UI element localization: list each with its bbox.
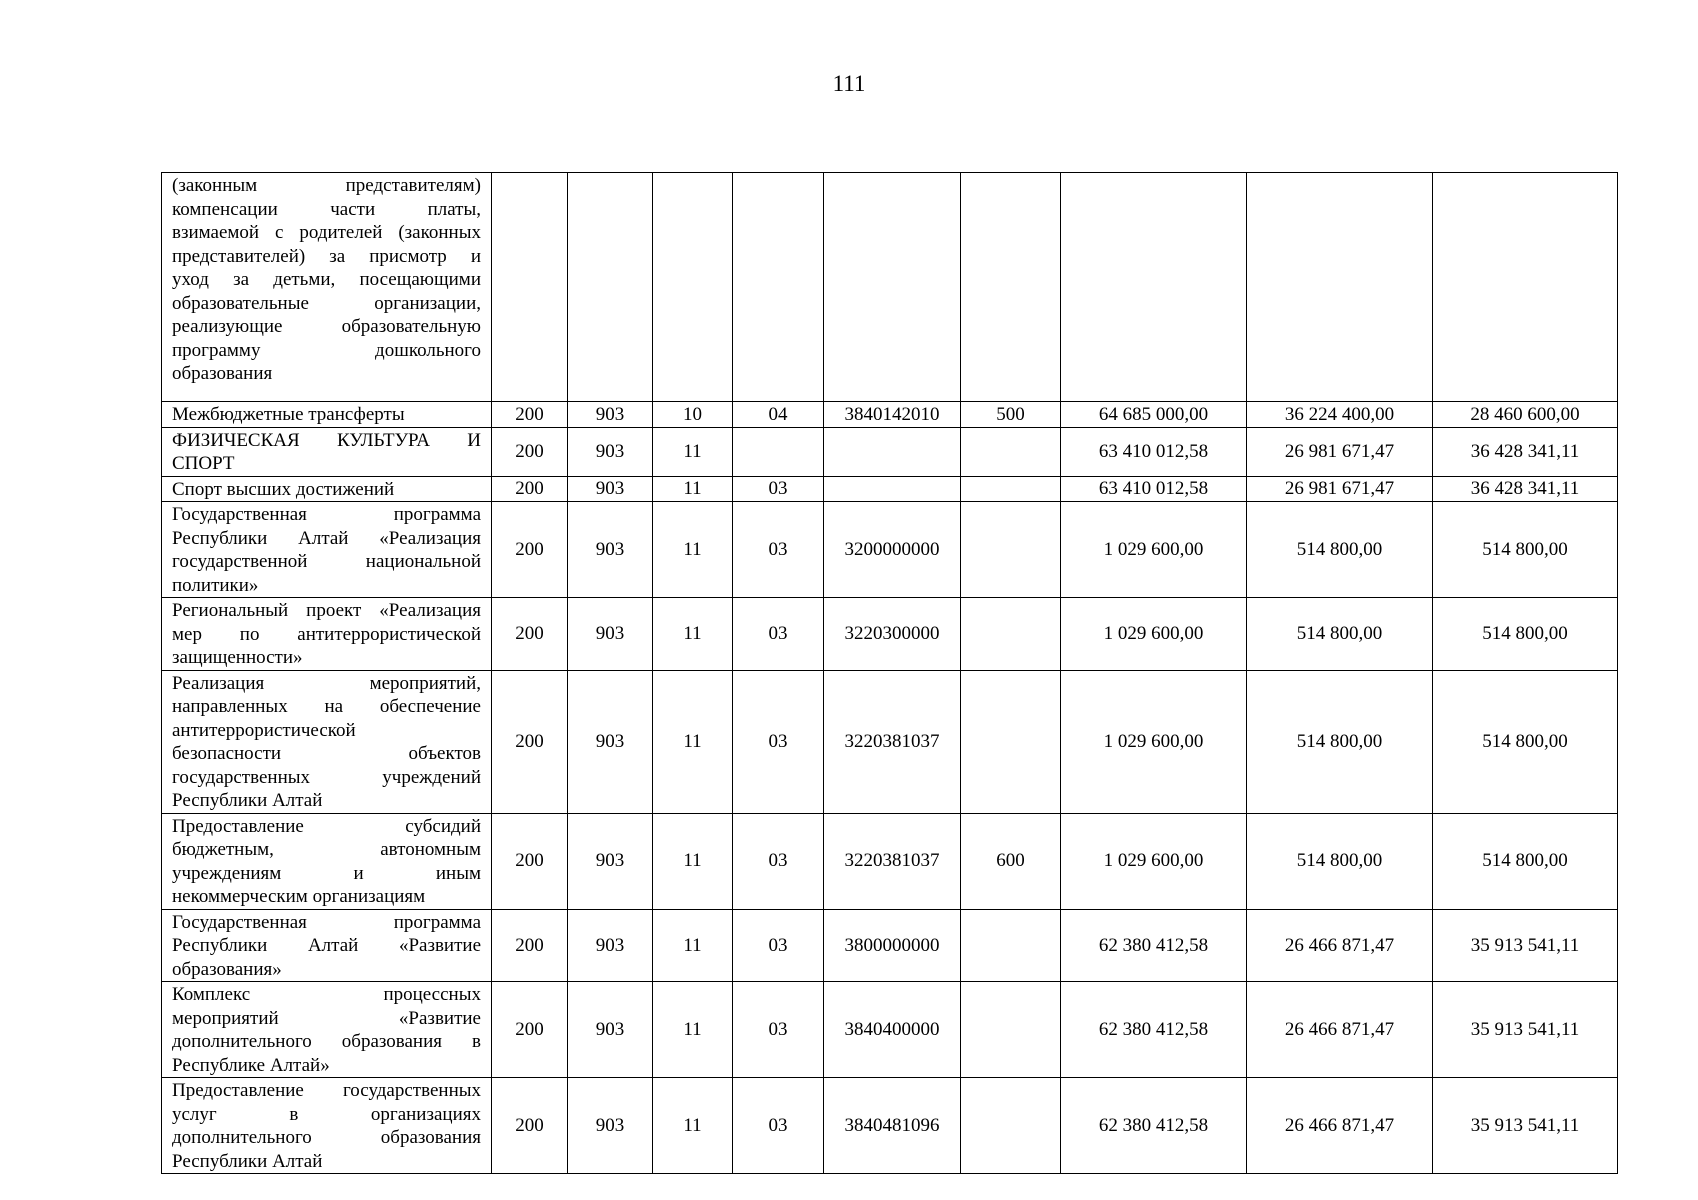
table-row <box>162 598 1618 671</box>
expense-type-cell <box>961 502 1061 598</box>
item-name-line: политики» <box>172 574 259 596</box>
table-body <box>162 173 1618 1174</box>
target-article-cell <box>824 173 961 402</box>
amount-year-1-cell: 63 410 012,58 <box>1061 427 1247 476</box>
section-cell: 11 <box>653 598 733 671</box>
item-name-line: (законным представителям) <box>172 175 481 196</box>
table-row <box>162 909 1618 982</box>
dept-code-cell: 903 <box>568 476 653 502</box>
amount-year-2-cell <box>1247 173 1433 402</box>
item-name-line: компенсации части платы, <box>172 198 481 220</box>
amount-year-2-cell: 36 224 400,00 <box>1247 402 1433 428</box>
dept-code-cell: 903 <box>568 813 653 909</box>
dept-code-cell: 903 <box>568 1078 653 1174</box>
item-name-line: Региональный проект «Реализация <box>172 600 481 621</box>
section-cell: 11 <box>653 476 733 502</box>
amount-year-3-cell <box>1433 173 1618 402</box>
item-name-line: мер по антитеррористической <box>172 623 481 645</box>
expense-type-cell <box>961 173 1061 402</box>
budget-table <box>161 172 1618 1174</box>
target-article-cell: 3220381037 <box>824 813 961 909</box>
item-name-line: образования <box>172 363 273 384</box>
subsection-cell: 04 <box>733 402 824 428</box>
code-1-cell: 200 <box>492 909 568 982</box>
item-name-line: Государственная программа <box>172 911 481 933</box>
amount-year-1-cell <box>1061 173 1247 402</box>
target-article-cell: 3800000000 <box>824 909 961 982</box>
item-name-line: Республики Алтай «Реализация <box>172 527 481 549</box>
expense-type-cell <box>961 982 1061 1078</box>
item-name-line: уход за детьми, посещающими <box>172 269 481 290</box>
item-name-line: образовательные организации, <box>172 292 481 314</box>
code-1-cell: 200 <box>492 502 568 598</box>
section-cell: 11 <box>653 982 733 1078</box>
item-name-cell <box>162 502 492 598</box>
dept-code-cell: 903 <box>568 402 653 428</box>
amount-year-2-cell: 26 466 871,47 <box>1247 982 1433 1078</box>
item-name-line: дополнительного образования в <box>172 1031 481 1052</box>
target-article-cell: 3200000000 <box>824 502 961 598</box>
code-1-cell: 200 <box>492 476 568 502</box>
item-name-line: представителей) за присмотр и <box>172 245 481 267</box>
table-row <box>162 402 1618 428</box>
subsection-cell: 03 <box>733 909 824 982</box>
item-name-cell <box>162 173 492 402</box>
amount-year-3-cell: 514 800,00 <box>1433 813 1618 909</box>
item-name-line: Предоставление субсидий <box>172 815 481 837</box>
item-name-line: программу дошкольного <box>172 339 481 361</box>
item-name-line: ФИЗИЧЕСКАЯ КУЛЬТУРА И <box>172 429 481 451</box>
section-cell: 11 <box>653 909 733 982</box>
item-name-line: Государственная программа <box>172 504 481 525</box>
subsection-cell: 03 <box>733 502 824 598</box>
target-article-cell <box>824 427 961 476</box>
code-1-cell: 200 <box>492 598 568 671</box>
item-name-line: Комплекс процессных <box>172 984 481 1005</box>
item-name-line: Республики Алтай «Развитие <box>172 935 481 956</box>
amount-year-2-cell: 26 981 671,47 <box>1247 427 1433 476</box>
item-name-line: Межбюджетные трансферты <box>172 404 405 425</box>
item-name-line: Республики Алтай <box>172 1150 323 1172</box>
item-name-line: государственной национальной <box>172 551 481 572</box>
amount-year-3-cell: 35 913 541,11 <box>1433 982 1618 1078</box>
expense-type-cell <box>961 427 1061 476</box>
amount-year-2-cell: 26 466 871,47 <box>1247 1078 1433 1174</box>
subsection-cell <box>733 173 824 402</box>
subsection-cell: 03 <box>733 1078 824 1174</box>
dept-code-cell: 903 <box>568 909 653 982</box>
subsection-cell: 03 <box>733 476 824 502</box>
subsection-cell: 03 <box>733 670 824 813</box>
code-1-cell: 200 <box>492 982 568 1078</box>
item-name-line: взимаемой с родителей (законных <box>172 222 481 243</box>
amount-year-3-cell: 36 428 341,11 <box>1433 476 1618 502</box>
item-name-line: некоммерческим организациям <box>172 886 426 907</box>
code-1-cell: 200 <box>492 670 568 813</box>
section-cell: 11 <box>653 427 733 476</box>
expense-type-cell <box>961 1078 1061 1174</box>
target-article-cell: 3840400000 <box>824 982 961 1078</box>
amount-year-1-cell: 64 685 000,00 <box>1061 402 1247 428</box>
table-row <box>162 1078 1618 1174</box>
expense-type-cell <box>961 670 1061 813</box>
item-name-cell <box>162 909 492 982</box>
amount-year-1-cell: 62 380 412,58 <box>1061 909 1247 982</box>
section-cell <box>653 173 733 402</box>
target-article-cell: 3840481096 <box>824 1078 961 1174</box>
target-article-cell: 3840142010 <box>824 402 961 428</box>
expense-type-cell: 600 <box>961 813 1061 909</box>
dept-code-cell: 903 <box>568 502 653 598</box>
expense-type-cell <box>961 598 1061 671</box>
section-cell: 10 <box>653 402 733 428</box>
amount-year-3-cell: 514 800,00 <box>1433 670 1618 813</box>
page-number: 111 <box>832 71 866 96</box>
item-name-line: учреждениям и иным <box>172 862 481 884</box>
section-cell: 11 <box>653 1078 733 1174</box>
item-name-line: государственных учреждений <box>172 766 481 788</box>
code-1-cell: 200 <box>492 1078 568 1174</box>
item-name-line: услуг в организациях <box>172 1103 481 1125</box>
amount-year-3-cell: 36 428 341,11 <box>1433 427 1618 476</box>
amount-year-1-cell: 62 380 412,58 <box>1061 982 1247 1078</box>
dept-code-cell: 903 <box>568 982 653 1078</box>
item-name-line: бюджетным, автономным <box>172 839 481 860</box>
amount-year-2-cell: 514 800,00 <box>1247 598 1433 671</box>
table-row <box>162 173 1618 402</box>
table-row <box>162 427 1618 476</box>
code-1-cell: 200 <box>492 813 568 909</box>
dept-code-cell: 903 <box>568 670 653 813</box>
subsection-cell: 03 <box>733 982 824 1078</box>
section-cell: 11 <box>653 502 733 598</box>
table-row <box>162 813 1618 909</box>
item-name-line: направленных на обеспечение <box>172 696 481 717</box>
dept-code-cell <box>568 173 653 402</box>
code-1-cell <box>492 173 568 402</box>
item-name-cell <box>162 1078 492 1174</box>
amount-year-1-cell: 1 029 600,00 <box>1061 502 1247 598</box>
code-1-cell: 200 <box>492 402 568 428</box>
table-row <box>162 670 1618 813</box>
amount-year-2-cell: 514 800,00 <box>1247 502 1433 598</box>
item-name-line: антитеррористической <box>172 719 356 741</box>
dept-code-cell: 903 <box>568 427 653 476</box>
target-article-cell: 3220300000 <box>824 598 961 671</box>
item-name-cell <box>162 982 492 1078</box>
item-name-cell <box>162 476 492 502</box>
dept-code-cell: 903 <box>568 598 653 671</box>
item-name-line: Спорт высших достижений <box>172 478 395 500</box>
subsection-cell <box>733 427 824 476</box>
item-name-line: безопасности объектов <box>172 743 481 764</box>
item-name-cell <box>162 598 492 671</box>
target-article-cell: 3220381037 <box>824 670 961 813</box>
expense-type-cell: 500 <box>961 402 1061 428</box>
section-cell: 11 <box>653 670 733 813</box>
item-name-line: СПОРТ <box>172 453 235 474</box>
section-cell: 11 <box>653 813 733 909</box>
code-1-cell: 200 <box>492 427 568 476</box>
item-name-line: защищенности» <box>172 647 303 668</box>
amount-year-3-cell: 35 913 541,11 <box>1433 909 1618 982</box>
item-name-line: реализующие образовательную <box>172 316 481 337</box>
amount-year-3-cell: 28 460 600,00 <box>1433 402 1618 428</box>
amount-year-1-cell: 62 380 412,58 <box>1061 1078 1247 1174</box>
item-name-line: образования» <box>172 958 282 980</box>
subsection-cell: 03 <box>733 813 824 909</box>
table-row <box>162 476 1618 502</box>
expense-type-cell <box>961 909 1061 982</box>
amount-year-2-cell: 514 800,00 <box>1247 670 1433 813</box>
amount-year-1-cell: 1 029 600,00 <box>1061 598 1247 671</box>
item-name-line: дополнительного образования <box>172 1127 481 1148</box>
item-name-line: Республики Алтай <box>172 790 323 811</box>
amount-year-2-cell: 26 981 671,47 <box>1247 476 1433 502</box>
item-name-line: Предоставление государственных <box>172 1080 481 1101</box>
amount-year-3-cell: 35 913 541,11 <box>1433 1078 1618 1174</box>
amount-year-1-cell: 1 029 600,00 <box>1061 670 1247 813</box>
item-name-cell <box>162 670 492 813</box>
item-name-cell <box>162 427 492 476</box>
amount-year-2-cell: 514 800,00 <box>1247 813 1433 909</box>
subsection-cell: 03 <box>733 598 824 671</box>
amount-year-1-cell: 1 029 600,00 <box>1061 813 1247 909</box>
item-name-cell <box>162 402 492 428</box>
table-row <box>162 982 1618 1078</box>
item-name-cell <box>162 813 492 909</box>
amount-year-3-cell: 514 800,00 <box>1433 502 1618 598</box>
item-name-line: Республике Алтай» <box>172 1054 330 1076</box>
table-row <box>162 502 1618 598</box>
expense-type-cell <box>961 476 1061 502</box>
item-name-line: мероприятий «Развитие <box>172 1007 481 1029</box>
amount-year-1-cell: 63 410 012,58 <box>1061 476 1247 502</box>
amount-year-3-cell: 514 800,00 <box>1433 598 1618 671</box>
target-article-cell <box>824 476 961 502</box>
amount-year-2-cell: 26 466 871,47 <box>1247 909 1433 982</box>
item-name-line: Реализация мероприятий, <box>172 672 481 694</box>
